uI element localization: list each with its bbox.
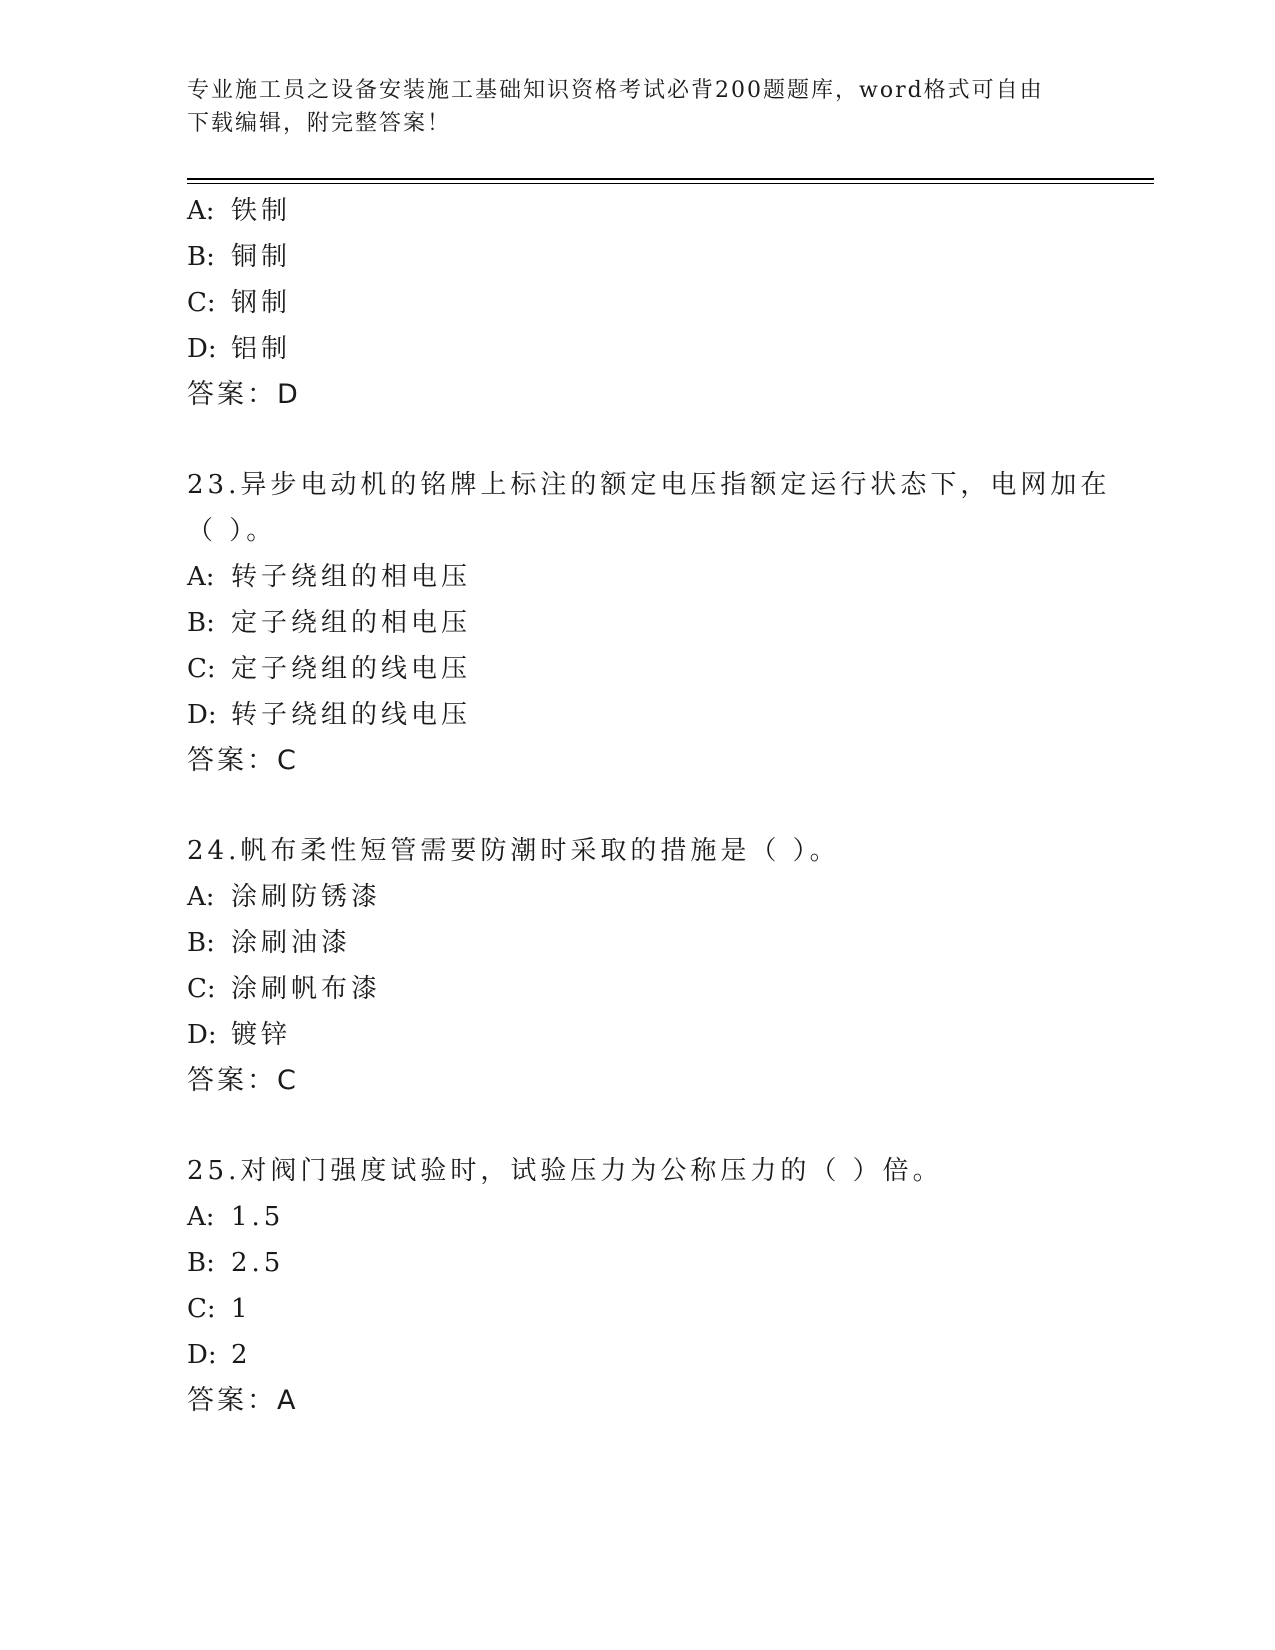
header-line-2: 下载编辑，附完整答案！ <box>187 111 452 136</box>
option-letter: A: <box>187 196 215 226</box>
option-a <box>187 554 1147 600</box>
question-list <box>187 188 1147 1424</box>
question-stem <box>187 828 1147 874</box>
option-letter: D: <box>187 1340 217 1370</box>
option-text: 2 <box>231 1340 252 1370</box>
option-letter: B: <box>187 242 215 272</box>
option-d <box>187 326 1147 372</box>
question-24 <box>187 828 1147 1104</box>
option-c <box>187 280 1147 326</box>
option-c <box>187 646 1147 692</box>
option-text: 1.5 <box>231 1202 285 1232</box>
question-spacer <box>187 418 1147 462</box>
question-stem <box>187 462 1147 554</box>
option-text: 涂刷油漆 <box>231 928 352 958</box>
option-text: 涂刷帆布漆 <box>231 974 382 1004</box>
option-letter: A: <box>187 562 215 592</box>
option-letter: D: <box>187 1020 217 1050</box>
option-text: 2.5 <box>231 1248 285 1278</box>
header-line-1: 专业施工员之设备安装施工基础知识资格考试必背200题题库，word格式可自由 <box>187 78 1044 103</box>
option-letter: A: <box>187 882 215 912</box>
option-c <box>187 1286 1147 1332</box>
question-stem-line-1: 23.异步电动机的铭牌上标注的额定电压指额定运行状态下，电网加在 <box>187 470 1111 500</box>
option-b <box>187 1240 1147 1286</box>
question-23 <box>187 462 1147 784</box>
option-letter: C: <box>187 288 216 318</box>
question-stem-line-1: 25.对阀门强度试验时，试验压力为公称压力的（ ）倍。 <box>187 1156 943 1186</box>
question-spacer <box>187 784 1147 828</box>
option-text: 转子绕组的线电压 <box>231 700 472 730</box>
option-text: 镀锌 <box>231 1020 292 1050</box>
question-stem-line-1: 24.帆布柔性短管需要防潮时采取的措施是（ ）。 <box>187 836 840 866</box>
option-text: 铝制 <box>231 334 292 364</box>
option-letter: D: <box>187 334 217 364</box>
option-text: 铁制 <box>231 196 292 226</box>
answer-line: 答案：D <box>187 379 301 410</box>
option-d <box>187 1332 1147 1378</box>
option-text: 定子绕组的相电压 <box>231 608 472 638</box>
option-text: 铜制 <box>231 242 292 272</box>
option-letter: C: <box>187 974 216 1004</box>
question-spacer <box>187 1104 1147 1148</box>
option-text: 定子绕组的线电压 <box>231 654 472 684</box>
option-a <box>187 188 1147 234</box>
option-letter: C: <box>187 1294 216 1324</box>
option-letter: B: <box>187 1248 215 1278</box>
option-letter: D: <box>187 700 217 730</box>
question-stem-line-2: （ ）。 <box>187 516 277 546</box>
option-letter: B: <box>187 608 215 638</box>
option-a <box>187 874 1147 920</box>
answer-line: 答案：C <box>187 1065 299 1096</box>
option-letter: A: <box>187 1202 215 1232</box>
header-divider-thick <box>187 178 1154 180</box>
option-d <box>187 692 1147 738</box>
option-a <box>187 1194 1147 1240</box>
question-stem <box>187 1148 1147 1194</box>
option-text: 钢制 <box>231 288 292 318</box>
answer-line: 答案：A <box>187 1385 299 1416</box>
question-25 <box>187 1148 1147 1424</box>
option-letter: B: <box>187 928 215 958</box>
option-d <box>187 1012 1147 1058</box>
option-b <box>187 600 1147 646</box>
answer-line: 答案：C <box>187 745 299 776</box>
option-text: 涂刷防锈漆 <box>231 882 382 912</box>
option-c <box>187 966 1147 1012</box>
document-header <box>187 74 1087 140</box>
option-b <box>187 234 1147 280</box>
option-letter: C: <box>187 654 216 684</box>
option-text: 1 <box>231 1294 252 1324</box>
header-divider-thin <box>187 183 1154 184</box>
question-22 <box>187 188 1147 418</box>
option-text: 转子绕组的相电压 <box>231 562 472 592</box>
option-b <box>187 920 1147 966</box>
